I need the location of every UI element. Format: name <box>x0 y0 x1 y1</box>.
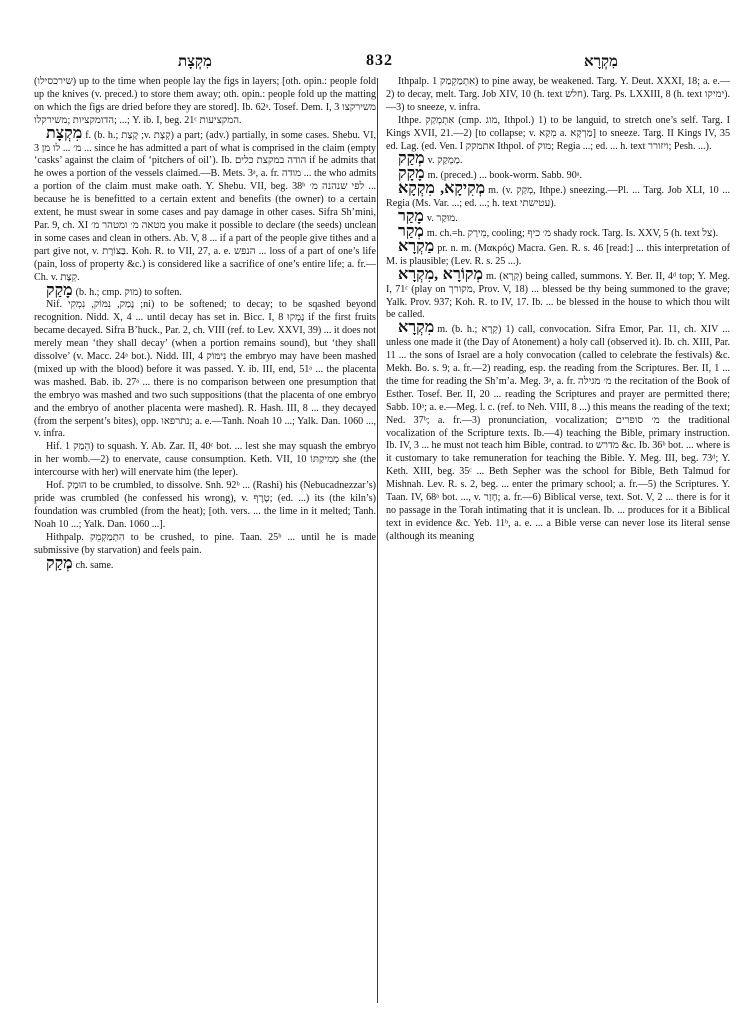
dictionary-entry <box>386 208 730 226</box>
entry-headword: מַקְרָא <box>398 237 435 255</box>
entry-headword: מְקוֹרָא ,מִקְרָא <box>398 265 483 283</box>
entry-definition: v. מוּקַר. <box>426 213 458 225</box>
continued-paragraph: (שירכסילו) up to the time when people lay the figs in layers; [oth. opin.: people fold up the knives (v. preced.) to store them away; oth. opin.: people fold up the matting on which the figs are dried before they are stored]. Ib. 62ᵃ. Tosef. Dem. I, 3 משירקצו ;הדומקציות ;משירקלו ...; Y. ib. I, beg. 21ᶜ המקציעות. <box>34 76 376 126</box>
page-header <box>0 0 750 70</box>
entry-headword: מִקְצָת <box>46 124 83 142</box>
entry-headword: מְקִיקָא, מִקְקָא <box>398 180 486 198</box>
entry-headword: מְקַק <box>398 150 425 168</box>
entry-headword: מָקָק <box>398 165 425 183</box>
sub-paragraph: Hof. הוּמַק to be crumbled, to dissolve. Snh. 92ᵇ ... (Rashi) his (Nebucadnezzar’s) pride was crumbled (he confessed his wrong), v. טֶרֶף; (ed. ...) its (the kiln’s) foundation was crumbled (from the heat); [oth. vers. ... the lime in it melted; Tanh. Noah 10 ...; Yalk. Dan. 1060 ...]. <box>34 480 376 530</box>
entry-headword: מְקַק <box>46 554 73 572</box>
entry-definition: m. (preced.) ... book-worm. Sabb. 90ᵃ. <box>427 170 583 182</box>
dictionary-entry <box>386 150 730 168</box>
running-head-right: מִקְרָא <box>584 54 618 70</box>
left-column <box>34 76 376 1011</box>
entry-definition: (b. h.; cmp. מוק) to soften. <box>75 286 182 298</box>
entry-definition: ch. same. <box>75 559 114 571</box>
entry-definition: m. (b. h.; קְרָא) 1) call, convocation. Sifra Emor, Par. 11, ch. XIV ... unless one made it (the Day of Atonement) a holy call (observed it). Ib. ch. XIII, Par. 11 ... the sons of Israel are a holy convocation (called to celebrate the festivals) &c. Mekh. Bo. s. 9; a. fr.—2) reading, esp. the reading from the Scriptures. Ber. II, 1 ... the time for reading the Sh’m’a. Meg. 3ᵃ, a. fr. מ׳ מגילה the recitation of the Book of Esther. Tosef. Ber. II, 20 ... reading the Scriptures and prayer are permitted there; Sabb. 10ᵃ; a. e.—Meg. l. c. (ref. to Neh. VIII, 8 ...) this means the reading of the text; Ned. 37ᵇ; a. fr.—3) pronunciation, vocalization; מ׳ סופרים the traditional vocalization of the Scripture texts. Ib.—4) teaching the Bible, primary instruction. Ib. IV, 3 ... he must not teach him Bible, contrad. to מדרש &c. Ib. 36ᵇ bot. ... where is it customary to take remuneration for teaching the Bible. Y. Meg. III, beg. 73ᵈ; Y. Keth. XIII, beg. 35ᶜ ... Beth Sepher was the school for Bible, Beth Talmud for Mishnah. Lev. R. s. 2, beg. ... enter the primary school; a. fr.—5) the Scriptures. Y. Taan. IV, 68ᵃ bot. ..., v. חָזַר; a. fr.—6) Biblical verse, text. Sot. V, 2 ... there is for it no passage in the Torah intimating that it is unclean. Ib. ... produces for it a Biblical text in evidence &c. Yeb. 11ᵇ, a. e. ... a Bible verse can never lose its literal sense (although its meaning <box>386 324 730 542</box>
dictionary-entry <box>34 281 376 300</box>
sub-paragraph: Hithpalp. הִתְמַקְמֵק to be crushed, to pine. Taan. 25ᵇ ... until he is made submissive (by starvation) and feels pain. <box>34 531 376 556</box>
dictionary-entry <box>386 319 730 543</box>
dictionary-entry <box>386 180 730 211</box>
dictionary-entry <box>386 222 730 241</box>
sub-paragraph: Hif. הֵמַק 1) to squash. Y. Ab. Zar. II, 40ᶜ bot. ... lest she may squash the embryo in her womb.—2) to enervate, cause consumption. Keth. VII, 10 מְמִיקַתּוֹ she (the intercourse with her) will enervate him (the leper). <box>34 441 376 479</box>
entry-definition: m. (v. מְקַק, Ithpe.) sneezing.—Pl. ... Targ. Job XLI, 10 ... Regia (Ms. Var. ...; ed. ...; h. text עטישתי). <box>386 185 730 210</box>
sub-paragraph: Ithpe. אִתְמְקַק (cmp. מוג, Ithpol.) 1) to be languid, to stretch one’s self. Targ. I Kings XVII, 21.—2) [to collapse; v. מְקַא a. מַרְקָא] to sneeze. Targ. II Kings IV, 35 ed. Lag. (ed. Ven. I אתמקק Ithpol. of מוק; Regia ...; ed. ... h. text ויזורר; Pesh. ...). <box>386 114 730 152</box>
sub-paragraph: Nif. נָמַק, נִמּוֹק, נִמְקִי ;ni) to be softened; to decay; to be sqashed beyond recognition. Nidd. X, 4 ... until decay has set in. Bicc. I, 8 נָמְקוּ if the first fruits became decayed. Sifra B’huck., Par. 2, ch. VIII (ref. to Lev. XXVI, 39) ... it does not merely mean ‘they shall decay’ (when a portion remains sound), but ‘they shall dissolve’ (v. Macc. 24ᵃ bot.). Nidd. III, 4 נִימּוֹק the embryo may have been mashed (mixed up with the blood) before it was passed. Y. ib. III, end, 51ᵃ ... the placenta was mashed. Bab. ib. 27ᵃ ... there is no comparison between one presumption that the embryo was mashed and two such suppositions (that the placenta of one embryo and the embryo of another placenta were mashed). R. Hash. III, 8 ... they decayed (from the serpent’s bites), opp. נתרפאו; a. e.—Tanh. Noah 10 ...; Yalk. Dan. 1060 ..., v. infra. <box>34 299 376 440</box>
dictionary-entry <box>386 237 730 269</box>
entry-definition: f. (b. h.; קָצַת ;v. קְצָת) a part; (adv.) partially, in some cases. Shebu. VI, 3 מ׳ ... לו מן ... since he has admitted a part of what is comprised in the claim (empty ‘casks’ against the claim of ‘pitchers of oil’). Ib. הודה במקצת כלים if he admits that he owes a portion of the vessels claimed.—B. Mets. 3ᵃ, a. fr. מודה ... the who admits a portion of the claim must make oath. Y. Shebu. VII, beg. 38ᵇ לפי שנהנה מ׳ ... because he is benefitted to a certain extent and benefits (the owner) to a certain extent, he must swear in some cases and pay damage in other cases. Sifra Sh’mini, Par. 9, ch. XI מטאה מ׳ ומטהר מ׳ you make it possible to declare (the seeds) unclean in some cases and clean in others. Ab. V, 8 ... if a part of the people give tithes and a part give not, v. בַּצּוֹרֶת. Koh. R. to VII, 27, a. e. הנפש ... loss of a part of one’s life (pain, loss of property &c.) is considered like a sacrifice of one’s entire life; a. fr.—Ch. v. קְצָת. <box>34 129 376 283</box>
running-head-left: מִקְצָת <box>178 54 212 70</box>
dictionary-entry <box>34 124 376 285</box>
dictionary-entry <box>34 554 376 573</box>
entry-headword: מָקַר <box>398 208 424 226</box>
column-divider <box>377 78 378 1003</box>
sub-paragraph: Ithpalp. אִתְמַקְמַק 1) to pine away, be weakened. Targ. Y. Deut. XXXI, 18; a. e.—2) to decay, melt. Targ. Job XIV, 10 (h. text חלש). Targ. Ps. LXXIII, 8 (h. text ימיקו).—3) to sneeze, v. infra. <box>386 76 730 113</box>
entry-headword: מְקַר <box>398 222 424 240</box>
entry-definition: m. ch.=h. מֵירַק, cooling; מ׳ כיף shady rock. Targ. Is. XXV, 5 (h. text צל). <box>426 227 719 239</box>
entry-definition: v. מַמְקַק. <box>427 155 463 167</box>
page-number: 832 <box>366 52 393 69</box>
entry-definition: pr. n. m. (Μακρός) Macra. Gen. R. s. 46 [read:] ... this interpretation of M. is plausible; (Lev. R. s. 25 ...). <box>386 242 730 267</box>
entry-headword: מָקַק <box>46 281 73 299</box>
right-column <box>386 76 730 1011</box>
entry-headword: מִקְרָא <box>398 319 435 337</box>
entry-definition: m. (קְרָא) being called, summons. Y. Ber. II, 4ᵈ top; Y. Meg. I, 71ᶜ (play on מקורך, Prov. V, 18) ... blessed be thy being summoned to the grave; Yalk. Prov. 937; Koh. R. to IV, 17. Ib. ... be blessed in the house to which thou wilt be called. <box>386 270 730 321</box>
dictionary-entry <box>386 265 730 323</box>
